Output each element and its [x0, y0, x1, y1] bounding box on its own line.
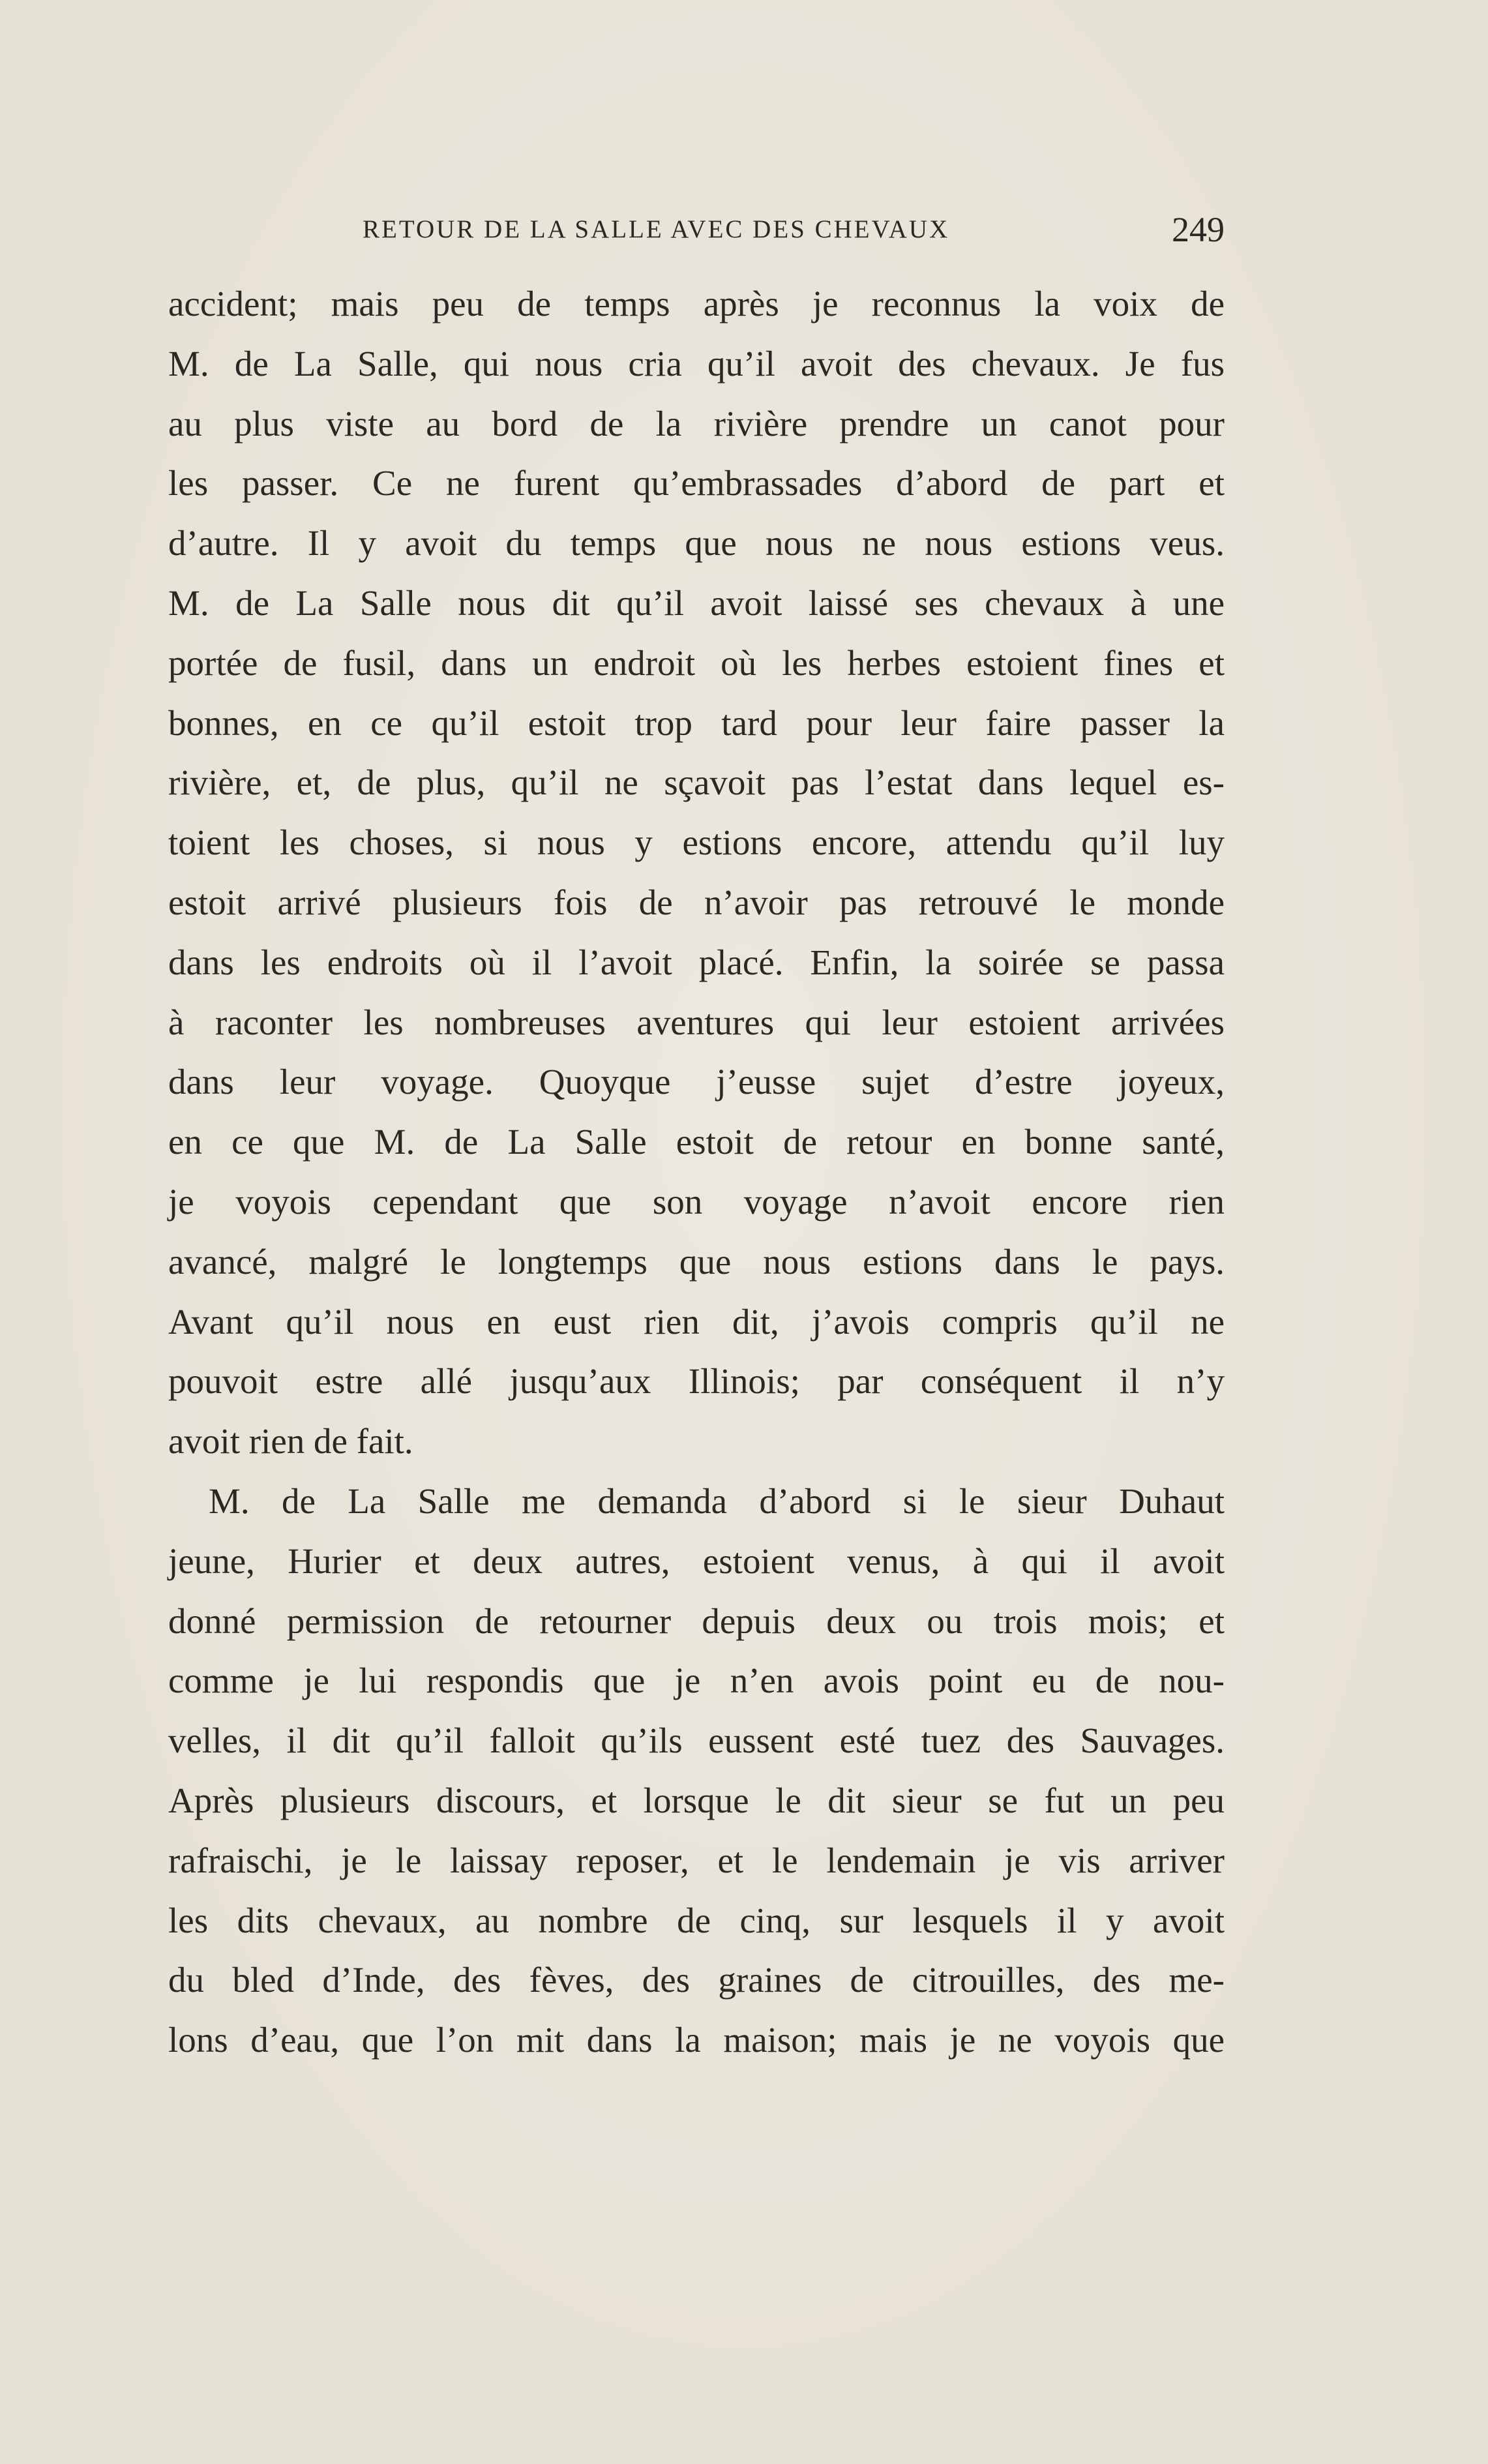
text-line-4: les passer. Ce ne furent qu’embrassades d’abord de part et [168, 463, 1225, 503]
text-line-3: au plus viste au bord de la rivière prendre un canot pour [168, 403, 1225, 443]
text-line-22: jeune, Hurier et deux autres, estoient venus, à qui il avoit [168, 1540, 1225, 1581]
text-line-5: d’autre. Il y avoit du temps que nous ne nous estions veus. [168, 523, 1225, 563]
text-line-16: je voyois cependant que son voyage n’avoit encore rien [168, 1181, 1225, 1222]
text-line-27: rafraischi, je le laissay reposer, et le lendemain je vis arriver [168, 1840, 1225, 1880]
text-line-10: toient les choses, si nous y estions encore, attendu qu’il luy [168, 822, 1225, 863]
text-line-29: du bled d’Inde, des fèves, des graines de citrouilles, des me- [168, 1960, 1225, 2000]
text-line-20: avoit rien de fait. [168, 1421, 413, 1462]
text-line-2: M. de La Salle, qui nous cria qu’il avoit des chevaux. Je fus [168, 343, 1225, 383]
text-line-1: accident; mais peu de temps après je reconnus la voix de [168, 284, 1225, 323]
running-head [168, 210, 1225, 249]
text-line-24: comme je lui respondis que je n’en avois point eu de nou- [168, 1660, 1225, 1701]
text-line-30: lons d’eau, que l’on mit dans la maison; mais je ne voyois que [168, 2020, 1225, 2060]
text-line-28: les dits chevaux, au nombre de cinq, sur lesquels il y avoit [168, 1900, 1225, 1940]
text-line-19: pouvoit estre allé jusqu’aux Illinois; par conséquent il n’y [168, 1361, 1225, 1402]
running-title: RETOUR DE LA SALLE AVEC DES CHEVAUX [363, 215, 950, 243]
text-line-26: Après plusieurs discours, et lorsque le dit sieur se fut un peu [168, 1780, 1225, 1820]
text-line-8: bonnes, en ce qu’il estoit trop tard pour leur faire passer la [168, 702, 1225, 743]
text-line-9: rivière, et, de plus, qu’il ne sçavoit pas l’estat dans lequel es- [168, 762, 1225, 803]
text-line-21: M. de La Salle me demanda d’abord si le sieur Duhaut [209, 1480, 1225, 1521]
text-line-23: donné permission de retourner depuis deux ou trois mois; et [168, 1600, 1225, 1641]
text-line-12: dans les endroits où il l’avoit placé. Enfin, la soirée se passa [168, 942, 1225, 982]
text-line-25: velles, il dit qu’il falloit qu’ils eussent esté tuez des Sauvages. [168, 1720, 1225, 1761]
text-line-6: M. de La Salle nous dit qu’il avoit laissé ses chevaux à une [168, 582, 1225, 623]
text-line-14: dans leur voyage. Quoyque j’eusse sujet d’estre joyeux, [168, 1062, 1225, 1102]
text-line-7: portée de fusil, dans un endroit où les herbes estoient fines et [168, 642, 1225, 683]
body-text [168, 274, 1225, 2070]
text-line-15: en ce que M. de La Salle estoit de retour en bonne santé, [168, 1122, 1225, 1162]
text-line-11: estoit arrivé plusieurs fois de n’avoir pas retrouvé le monde [168, 882, 1225, 922]
text-line-13: à raconter les nombreuses aventures qui leur estoient arrivées [168, 1002, 1225, 1042]
page-number: 249 [1172, 210, 1225, 249]
text-line-18: Avant qu’il nous en eust rien dit, j’avois compris qu’il ne [168, 1301, 1225, 1342]
text-line-17: avancé, malgré le longtemps que nous estions dans le pays. [168, 1241, 1225, 1282]
